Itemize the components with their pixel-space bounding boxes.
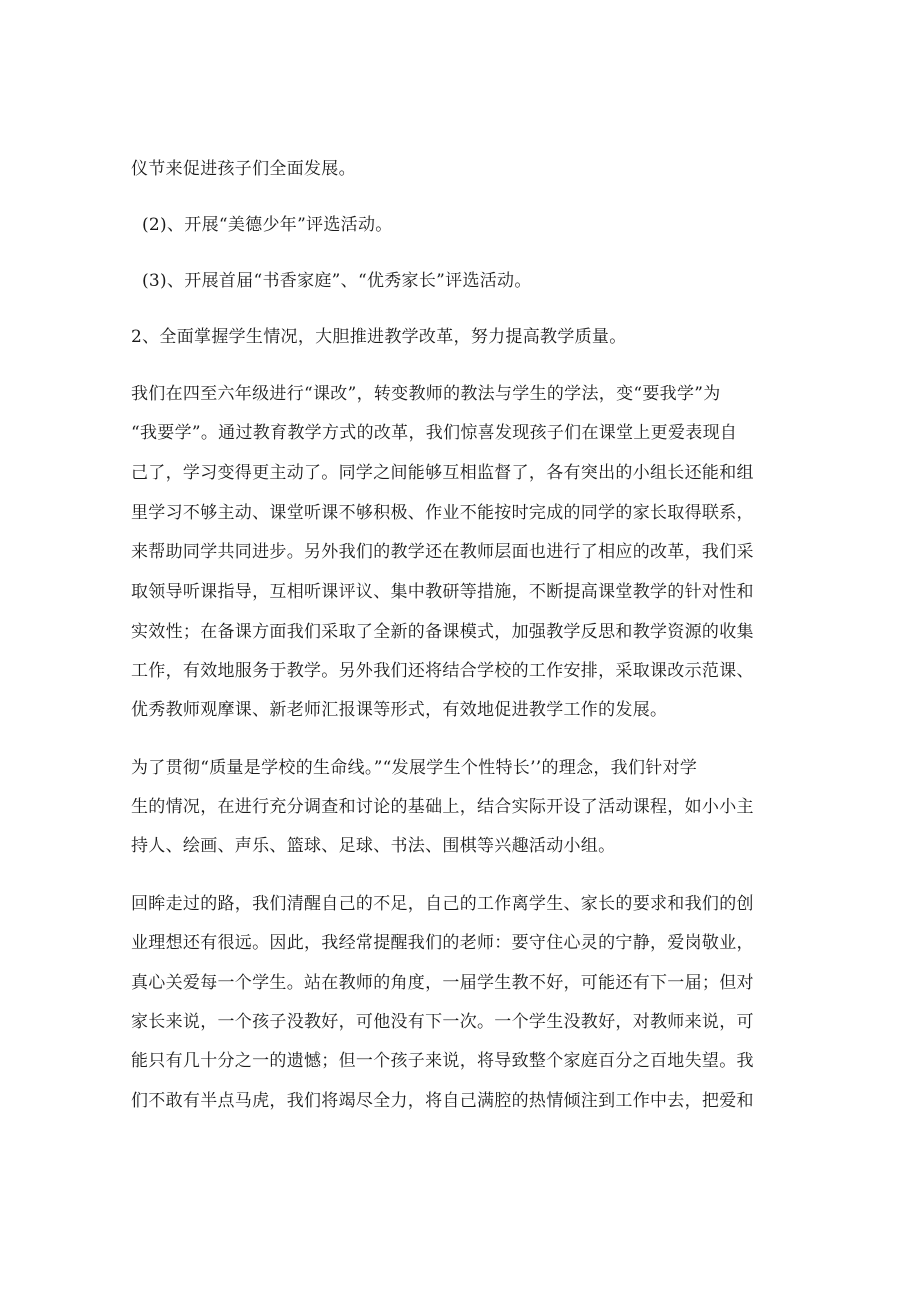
- text-line: 实效性；在备课方面我们采取了全新的备课模式，加强教学反思和教学资源的收集: [131, 622, 754, 642]
- list-item: (3)、开展首届“书香家庭”、“优秀家长”评选活动。: [142, 271, 532, 291]
- text-line: 家长来说，一个孩子没教好，可他没有下一次。一个学生没教好，对教师来说，可: [131, 1012, 754, 1032]
- text-line: 工作，有效地服务于教学。另外我们还将结合学校的工作安排，采取课改示范课、: [131, 661, 754, 681]
- text-line: 为了贯彻“质量是学校的生命线。”“发展学生个性特长’’的理念，我们针对学: [131, 758, 698, 778]
- text-line: 持人、绘画、声乐、篮球、足球、书法、围棋等兴趣活动小组。: [131, 836, 616, 856]
- text-line: 回眸走过的路，我们清醒自己的不足，自己的工作离学生、家长的要求和我们的创: [131, 894, 754, 914]
- text-line: “我要学”。通过教育教学方式的改革，我们惊喜发现孩子们在课堂上更爱表现自: [131, 423, 738, 443]
- text-line: 仪节来促进孩子们全面发展。: [131, 159, 356, 179]
- text-line: 我们在四至六年级进行“课改”，转变教师的教法与学生的学法，变“要我学”为: [131, 384, 721, 404]
- text-line: 业理想还有很远。因此，我经常提醒我们的老师：要守住心灵的宁静，爱岗敬业，: [131, 933, 754, 953]
- list-item: (2)、开展“美德少年”评选活动。: [142, 215, 393, 235]
- text-line: 来帮助同学共同进步。另外我们的教学还在教师层面也进行了相应的改革，我们采: [131, 542, 754, 562]
- section-heading: 2、全面掌握学生情况，大胆推进教学改革，努力提高教学质量。: [131, 327, 627, 347]
- text-line: 里学习不够主动、课堂听课不够积极、作业不能按时完成的同学的家长取得联系，: [131, 503, 754, 523]
- text-line: 取领导听课指导，互相听课评议、集中教研等措施，不断提高课堂教学的针对性和: [131, 582, 754, 602]
- text-line: 们不敢有半点马虎，我们将竭尽全力，将自己满腔的热情倾注到工作中去，把爱和: [131, 1091, 754, 1111]
- text-line: 能只有几十分之一的遗憾；但一个孩子来说，将导致整个家庭百分之百地失望。我: [131, 1051, 754, 1071]
- text-line: 生的情况，在进行充分调查和讨论的基础上，结合实际开设了活动课程，如小小主: [131, 797, 754, 817]
- text-line: 己了，学习变得更主动了。同学之间能够互相监督了，各有突出的小组长还能和组: [131, 463, 754, 483]
- text-line: 优秀教师观摩课、新老师汇报课等形式，有效地促进教学工作的发展。: [131, 700, 668, 720]
- text-line: 真心关爱每一个学生。站在教师的角度，一届学生教不好，可能还有下一届；但对: [131, 973, 754, 993]
